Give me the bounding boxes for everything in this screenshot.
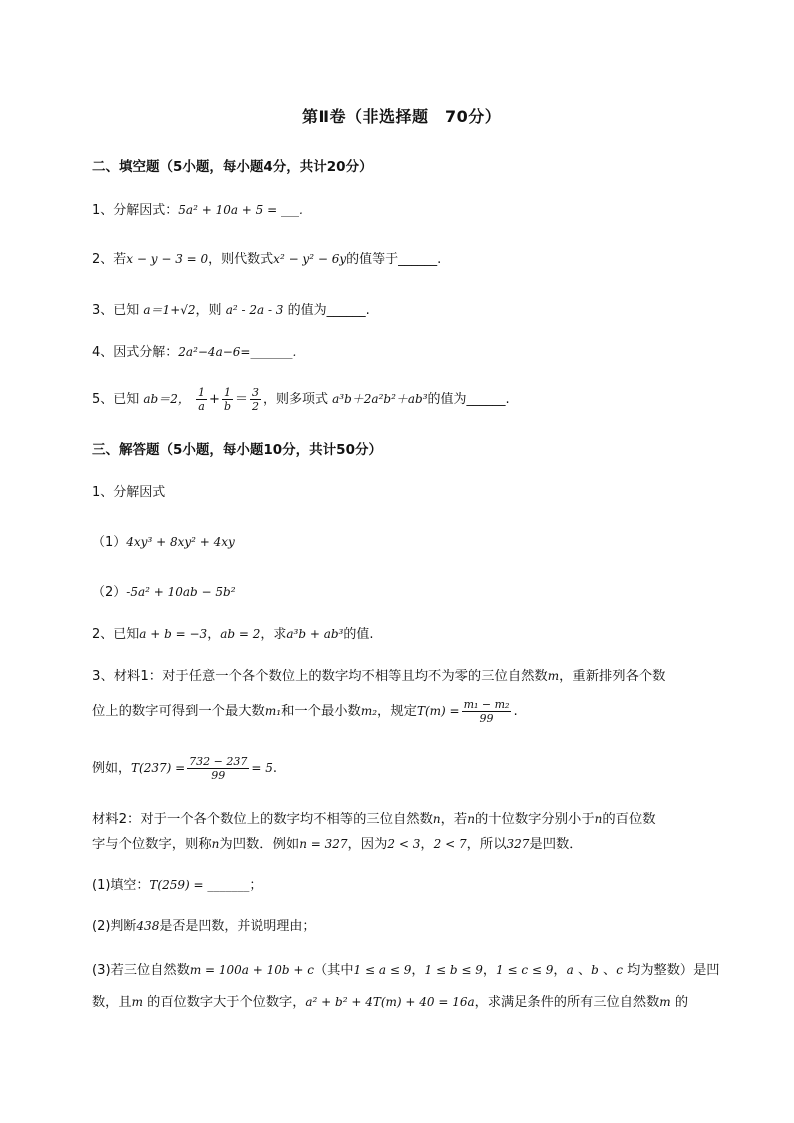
equation: a² + b² + 4T(m) + 40 = 16a bbox=[305, 995, 475, 1009]
var-n: n bbox=[432, 812, 441, 826]
q-text: 4、因式分解： bbox=[92, 345, 179, 360]
q-text: 5、已知 bbox=[92, 392, 144, 407]
frac-numerator: m₁ − m₂ bbox=[463, 697, 510, 711]
q-text: ，求满足条件的所有三位自然数 bbox=[474, 995, 660, 1010]
q-text: ，求 bbox=[260, 627, 287, 642]
q-text: . bbox=[513, 704, 518, 719]
q-text: 的十位数字分别小于 bbox=[474, 812, 595, 827]
fill-question-3 bbox=[92, 301, 370, 320]
var-n: n bbox=[211, 837, 220, 851]
material-2-line-1 bbox=[92, 810, 656, 829]
q-text: 的 bbox=[670, 995, 689, 1010]
number: 438 bbox=[136, 919, 160, 933]
q-expression: m = 100a + 10b + c bbox=[189, 963, 314, 977]
q-text: ，规定 bbox=[377, 704, 417, 719]
frac-denominator: 99 bbox=[479, 711, 494, 725]
q-text: ，则 bbox=[195, 303, 226, 318]
q-text: 例如， bbox=[92, 761, 132, 776]
sub-question-3-line-1 bbox=[92, 961, 719, 980]
section-2-heading: 二、填空题（5小题，每小题4分，共计20分） bbox=[92, 159, 373, 175]
q-text: 、 bbox=[598, 963, 617, 978]
t-function: T(237) = bbox=[131, 761, 186, 775]
frac-numerator: 732 − 237 bbox=[189, 755, 248, 768]
q-text: . bbox=[272, 761, 278, 776]
fill-question-1 bbox=[92, 201, 303, 220]
solve-question-1-part-1 bbox=[92, 533, 235, 552]
q-condition: ab＝2， bbox=[143, 392, 190, 406]
q-text: 2、已知 bbox=[92, 627, 140, 642]
sub-question-2 bbox=[92, 917, 315, 936]
q-text: 的值等于______. bbox=[346, 252, 442, 267]
equals-sign: ＝ bbox=[234, 392, 248, 407]
q-text: 的值为______. bbox=[283, 303, 370, 318]
frac-numerator: 1 bbox=[198, 386, 206, 399]
number: 327 bbox=[506, 837, 530, 851]
q-expression: a³b + ab³ bbox=[286, 627, 344, 641]
var-n: n bbox=[594, 812, 603, 826]
var-n: n bbox=[467, 812, 475, 826]
var-a: a bbox=[566, 963, 574, 977]
example-result: = 5 bbox=[251, 761, 273, 775]
q-text: 位上的数字可得到一个最大数 bbox=[92, 704, 265, 719]
material-2-line-2 bbox=[92, 835, 583, 854]
var-m: m bbox=[547, 669, 560, 683]
sub-question-1 bbox=[92, 876, 262, 895]
var-m: m bbox=[131, 995, 143, 1009]
condition: 1 ≤ c ≤ 9 bbox=[496, 963, 554, 977]
fraction-one-over-a bbox=[196, 386, 207, 413]
example-value: n = 327 bbox=[299, 837, 348, 851]
q-text: ， bbox=[482, 963, 497, 978]
q-text: 数，且 bbox=[92, 995, 132, 1010]
q-expression: T(259) = _______ bbox=[149, 878, 250, 892]
q-condition: x − y − 3 = 0 bbox=[126, 252, 209, 266]
frac-numerator: 3 bbox=[252, 386, 259, 399]
q-text: 的值. bbox=[343, 627, 374, 642]
q-text: ， bbox=[207, 627, 221, 642]
q-text: 2、若 bbox=[92, 252, 127, 267]
var-m2: m₂ bbox=[360, 704, 378, 718]
frac-denominator: b bbox=[223, 400, 231, 413]
comparison: 2 < 3 bbox=[387, 837, 421, 851]
q-text: 材料2：对于一个各个数位上的数字均不相等的三位自然数 bbox=[92, 812, 433, 827]
fill-question-2 bbox=[92, 250, 441, 269]
fraction-one-over-b bbox=[222, 386, 233, 413]
frac-denominator: a bbox=[198, 400, 205, 413]
condition: 1 ≤ b ≤ 9 bbox=[424, 963, 483, 977]
q-text: 的百位数 bbox=[602, 812, 656, 827]
frac-denominator: 2 bbox=[252, 400, 259, 413]
q-text: 是凹数． bbox=[529, 837, 583, 852]
q-expression: x² − y² − 6y bbox=[273, 252, 347, 266]
frac-numerator: 1 bbox=[222, 386, 233, 400]
sub-question-3-line-2 bbox=[92, 993, 688, 1012]
q-expression: a² - 2a - 3 bbox=[225, 303, 284, 317]
q-text: ， bbox=[553, 963, 567, 978]
q-condition: a + b = −3 bbox=[139, 627, 208, 641]
q-text: 、 bbox=[573, 963, 592, 978]
t-function: T(m) = bbox=[416, 704, 460, 718]
part-expression: -5a² + 10ab − 5b² bbox=[126, 585, 236, 599]
var-m: m bbox=[659, 995, 671, 1009]
solve-question-1: 1、分解因式 bbox=[92, 485, 166, 500]
q-text: 的百位数字大于个位数字， bbox=[142, 995, 306, 1010]
q-text: ，重新排列各个数 bbox=[559, 669, 666, 684]
solve-question-3-line-1 bbox=[92, 667, 665, 686]
fill-question-4 bbox=[92, 343, 296, 362]
q-text: 字与个位数字，则称 bbox=[92, 837, 212, 852]
q-text: (2)判断 bbox=[92, 919, 137, 934]
q-text: ， bbox=[420, 837, 434, 852]
fill-question-5 bbox=[92, 382, 510, 417]
fraction-example bbox=[187, 755, 249, 782]
var-c: c bbox=[616, 963, 623, 977]
comparison: 2 < 7 bbox=[433, 837, 467, 851]
solve-question-3-example bbox=[92, 751, 277, 786]
q-condition: ab = 2 bbox=[220, 627, 261, 641]
q-text: ，则多项式 bbox=[263, 392, 333, 407]
solve-question-1-part-2 bbox=[92, 583, 236, 602]
page-title: 第Ⅱ卷（非选择题 70分） bbox=[302, 107, 502, 126]
q-text: 为凹数．例如 bbox=[219, 837, 300, 852]
plus-sign: + bbox=[209, 392, 220, 407]
q-text: (1)填空： bbox=[92, 878, 150, 893]
q-text: （其中 bbox=[313, 963, 354, 978]
q-text: ； bbox=[249, 878, 263, 893]
frac-denominator: 99 bbox=[211, 769, 226, 782]
q-text: ， bbox=[411, 963, 425, 978]
q-text: 1、分解因式： bbox=[92, 203, 179, 218]
q-text: 均为整数）是凹 bbox=[622, 963, 720, 978]
part-label: （1） bbox=[92, 535, 127, 550]
fraction-three-halves bbox=[250, 386, 261, 413]
solve-question-2 bbox=[92, 625, 374, 644]
q-text: ，因为 bbox=[347, 837, 388, 852]
q-text: 3、材料1：对于任意一个各个数位上的数字均不相等且均不为零的三位自然数 bbox=[92, 669, 548, 684]
part-expression: 4xy³ + 8xy² + 4xy bbox=[126, 535, 235, 549]
var-m1: m₁ bbox=[264, 704, 282, 718]
q-text: 是否是凹数，并说明理由； bbox=[159, 919, 316, 934]
q-text: (3)若三位自然数 bbox=[92, 963, 190, 978]
part-label: （2） bbox=[92, 585, 127, 600]
q-text: ，则代数式 bbox=[208, 252, 274, 267]
q-text: 3、已知 bbox=[92, 303, 144, 318]
q-text: ，所以 bbox=[466, 837, 507, 852]
q-condition: a＝1+√2 bbox=[143, 303, 196, 317]
q-expression: a³b＋2a²b²＋ab³ bbox=[332, 392, 428, 406]
solve-question-3-line-2 bbox=[92, 694, 518, 729]
q-text: 的值为______. bbox=[427, 392, 510, 407]
q-math: 5a² + 10a + 5 = ___. bbox=[178, 203, 303, 217]
fraction-definition bbox=[462, 698, 512, 725]
condition: 1 ≤ a ≤ 9 bbox=[353, 963, 412, 977]
var-b: b bbox=[591, 963, 599, 977]
section-3-heading: 三、解答题（5小题，每小题10分，共计50分） bbox=[92, 442, 382, 458]
q-text: ，若 bbox=[440, 812, 468, 827]
q-expression: 2a²−4a−6=_______. bbox=[178, 345, 297, 359]
q-text: 和一个最小数 bbox=[281, 704, 361, 719]
